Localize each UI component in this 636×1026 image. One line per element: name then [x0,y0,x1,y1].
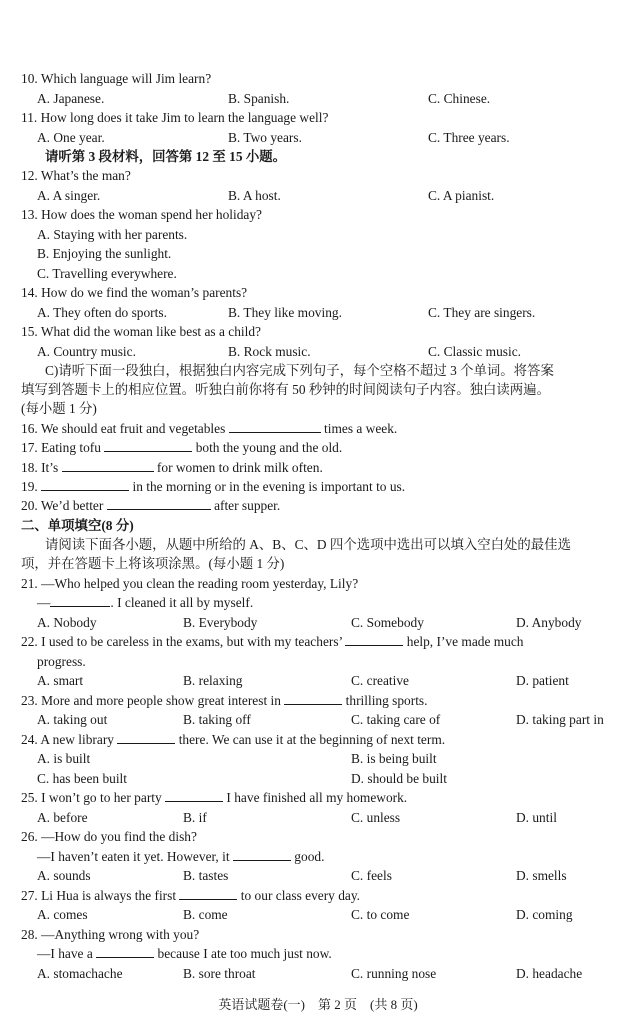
q21-option-a: A. Nobody [37,615,97,630]
q23-option-b: B. taking off [183,712,251,727]
q22-blank [345,632,403,646]
question-13-stem: 13. How does the woman spend her holiday? [21,207,262,222]
q11-option-a: A. One year. [37,130,105,145]
question-18 [21,458,323,477]
q18-pre: 18. It’s [21,460,59,475]
q13-option-c: C. Travelling everywhere. [37,266,177,281]
q17-blank [104,438,192,452]
q24-option-d: D. should be built [351,771,447,786]
question-28-stem: 28. —Anything wrong with you? [21,927,200,942]
q21-option-b: B. Everybody [183,615,258,630]
q24-option-a: A. is built [37,751,91,766]
q25-blank [165,788,223,802]
question-10-stem: 10. Which language will Jim learn? [21,71,212,86]
q21-option-c: C. Somebody [351,615,424,630]
question-26-reply [37,847,324,866]
q10-option-c: C. Chinese. [428,91,491,106]
q16-blank [229,419,321,433]
q26-reply-pre: —I haven’t eaten it yet. However, it [37,849,230,864]
q19-pre: 19. [21,479,38,494]
question-25-stem [21,788,407,807]
q26-option-b: B. tastes [183,868,229,883]
q19-blank [41,477,129,491]
part-2-title: 二、单项填空(8 分) [21,518,134,533]
question-20 [21,496,280,515]
q11-option-b: B. Two years. [228,130,302,145]
q23-stem-post: thrilling sports. [345,693,428,708]
q20-blank [107,496,211,510]
q28-option-c: C. running nose [351,966,437,981]
q25-option-c: C. unless [351,810,401,825]
q18-post: for women to drink milk often. [156,460,323,475]
q27-blank [179,886,237,900]
q20-pre: 20. We’d better [21,498,104,513]
q28-option-d: D. headache [516,966,583,981]
q13-option-a: A. Staying with her parents. [37,227,188,242]
q23-option-c: C. taking care of [351,712,441,727]
q16-post: times a week. [324,421,398,436]
question-16 [21,419,397,438]
q24-option-c: C. has been built [37,771,128,786]
q22-option-a: A. smart [37,673,84,688]
part-2-instruction-2: 项，并在答题卡上将该项涂黑。(每小题 1 分) [21,556,285,571]
question-23-stem [21,691,428,710]
part-c-instruction-1: C)请听下面一段独白，根据独白内容完成下列句子，每个空格不超过 3 个单词。将答案 [45,363,554,378]
q16-pre: 16. We should eat fruit and vegetables [21,421,226,436]
q10-option-b: B. Spanish. [228,91,290,106]
section-3-instruction: 请听第 3 段材料，回答第 12 至 15 小题。 [45,149,287,164]
q26-reply-post: good. [294,849,325,864]
q15-option-c: C. Classic music. [428,344,521,359]
q28-option-b: B. sore throat [183,966,256,981]
q10-option-a: A. Japanese. [37,91,105,106]
q17-pre: 17. Eating tofu [21,440,101,455]
q28-reply-post: because I ate too much just now. [157,946,332,961]
part-c-instruction-3: (每小题 1 分) [21,401,97,416]
q27-option-c: C. to come [351,907,410,922]
q24-stem-post: there. We can use it at the beginning of next term. [178,732,446,747]
q27-stem-post: to our class every day. [240,888,361,903]
q21-blank [50,593,110,607]
question-19 [21,477,405,496]
q26-option-a: A. sounds [37,868,91,883]
q28-reply-pre: —I have a [37,946,93,961]
q24-option-b: B. is being built [351,751,437,766]
q21-reply-post: . I cleaned it all by myself. [110,595,254,610]
q23-blank [284,691,342,705]
q22-option-c: C. creative [351,673,409,688]
q25-stem-pre: 25. I won’t go to her party [21,790,162,805]
q28-blank [96,944,154,958]
q26-option-c: C. feels [351,868,392,883]
q27-stem-pre: 27. Li Hua is always the first [21,888,177,903]
q12-option-c: C. A pianist. [428,188,495,203]
q27-option-b: B. come [183,907,228,922]
q12-option-b: B. A host. [228,188,281,203]
q14-option-b: B. They like moving. [228,305,342,320]
part-c-instruction-2: 填写到答题卡上的相应位置。听独白前你将有 50 秒钟的时间阅读句子内容。独白读两遍。 [21,382,550,397]
question-21-stem: 21. —Who helped you clean the reading room yesterday, Lily? [21,576,359,591]
q18-blank [62,458,154,472]
q21-reply-pre: — [37,595,51,610]
q23-option-a: A. taking out [37,712,108,727]
q20-post: after supper. [214,498,281,513]
q27-option-d: D. coming [516,907,573,922]
question-26-stem: 26. —How do you find the dish? [21,829,197,844]
q27-option-a: A. comes [37,907,88,922]
q25-option-b: B. if [183,810,207,825]
q15-option-a: A. Country music. [37,344,136,359]
q25-option-a: A. before [37,810,88,825]
question-21-reply [37,593,253,612]
q11-option-c: C. Three years. [428,130,510,145]
q21-option-d: D. Anybody [516,615,582,630]
question-12-stem: 12. What’s the man? [21,168,131,183]
q23-option-d: D. taking part in [516,712,604,727]
q14-option-c: C. They are singers. [428,305,536,320]
question-27-stem [21,886,360,905]
q22-option-b: B. relaxing [183,673,243,688]
q23-stem-pre: 23. More and more people show great interest in [21,693,281,708]
question-22-stem [21,632,524,651]
page-footer: 英语试题卷(一) 第 2 页 (共 8 页) [218,997,418,1012]
question-28-reply [37,944,332,963]
q22-option-d: D. patient [516,673,569,688]
q22-stem-post: help, I’ve made much [406,634,524,649]
q15-option-b: B. Rock music. [228,344,311,359]
q14-option-a: A. They often do sports. [37,305,167,320]
question-11-stem: 11. How long does it take Jim to learn the language well? [21,110,329,125]
part-2-instruction-1: 请阅读下面各小题，从题中所给的 A、B、C、D 四个选项中选出可以填入空白处的最佳选 [45,537,571,552]
q17-post: both the young and the old. [195,440,343,455]
q24-blank [117,730,175,744]
q22-stem-pre: 22. I used to be careless in the exams, but with my teachers’ [21,634,343,649]
q26-option-d: D. smells [516,868,567,883]
q28-option-a: A. stomachache [37,966,123,981]
q25-option-d: D. until [516,810,557,825]
question-24-stem [21,730,445,749]
q12-option-a: A. A singer. [37,188,101,203]
q24-stem-pre: 24. A new library [21,732,114,747]
q13-option-b: B. Enjoying the sunlight. [37,246,172,261]
q25-stem-post: I have finished all my homework. [226,790,408,805]
question-14-stem: 14. How do we find the woman’s parents? [21,285,248,300]
question-22-stem-cont: progress. [37,654,86,669]
q19-post: in the morning or in the evening is important to us. [132,479,406,494]
q26-blank [233,847,291,861]
question-17 [21,438,342,457]
question-15-stem: 15. What did the woman like best as a child? [21,324,261,339]
